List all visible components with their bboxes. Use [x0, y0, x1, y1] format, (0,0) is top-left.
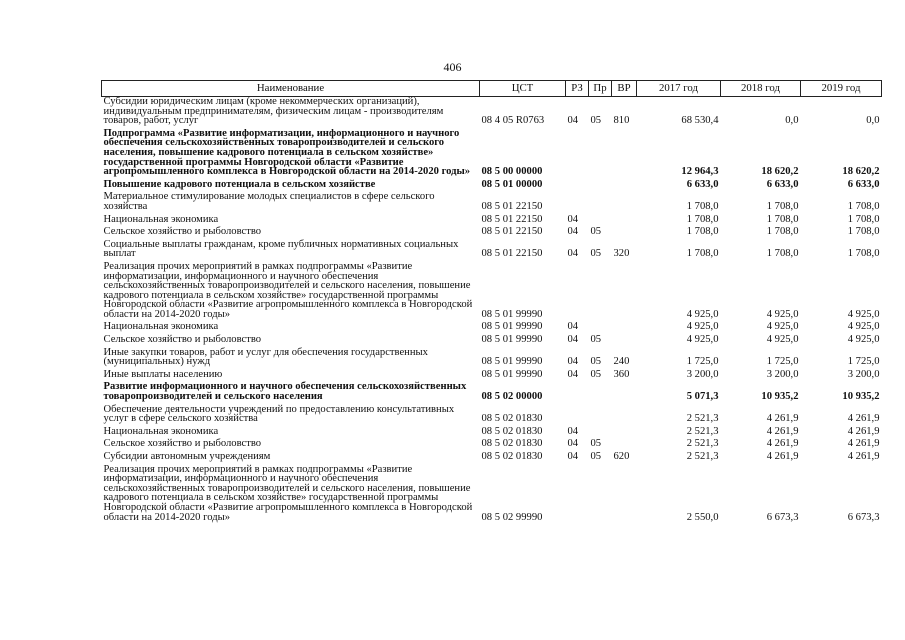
row-vr-code: [612, 212, 637, 225]
row-amount-2019: 1 708,0: [847, 213, 880, 225]
row-amount-2018: 1 708,0: [766, 200, 799, 212]
row-vr-code: [612, 332, 637, 345]
budget-table: [101, 80, 882, 522]
row-vr-code: [612, 189, 637, 211]
row-amount-2017: 2 521,3: [686, 451, 719, 462]
row-vr-code: [612, 436, 637, 449]
row-amount-2019: 6 673,3: [847, 511, 880, 523]
row-vr-code: 360: [613, 368, 630, 380]
row-pr-code: 05: [590, 438, 602, 450]
table-row: [102, 436, 882, 449]
row-pr-code: [589, 259, 612, 320]
row-name: Сельское хозяйство и рыболовство: [103, 334, 262, 346]
row-cst-code: 08 5 01 22150: [481, 226, 543, 238]
row-cst-code: 08 5 01 99990: [481, 334, 543, 346]
table-header: [102, 81, 882, 97]
column-header-cst: ЦСТ: [480, 81, 566, 97]
row-pr-code: 05: [590, 226, 602, 238]
row-amount-2017: 68 530,4: [681, 115, 719, 127]
table-row: [102, 224, 882, 237]
row-amount-2017: 1 708,0: [686, 226, 719, 238]
row-pr-code: [589, 177, 612, 190]
table-row: [102, 212, 882, 225]
table-row: [102, 462, 882, 523]
row-amount-2019: 4 925,0: [847, 308, 880, 320]
row-amount-2017: 4 925,0: [686, 321, 719, 333]
row-amount-2019: 6 633,0: [847, 178, 880, 190]
row-name: Обеспечение деятельности учреждений по предоставлению консультативных услуг в сфере сельского хозяйства: [103, 403, 455, 425]
row-cst-code: 08 4 05 R0763: [481, 115, 545, 127]
row-name: Повышение кадрового потенциала в сельском хозяйстве: [103, 178, 376, 190]
row-name: Иные закупки товаров, работ и услуг для обеспечения государственных (муниципальных) нужд: [103, 346, 428, 368]
table-row: [102, 319, 882, 332]
row-rz-code: 04: [567, 321, 579, 333]
row-name: Сельское хозяйство и рыболовство: [103, 438, 262, 450]
row-rz-code: 04: [567, 226, 579, 238]
row-amount-2019: 4 925,0: [847, 321, 880, 333]
row-cst-code: 08 5 00 00000: [481, 166, 543, 178]
row-amount-2017: 1 725,0: [686, 356, 719, 368]
row-amount-2019: 4 261,9: [847, 451, 880, 462]
row-amount-2017: 2 550,0: [686, 511, 719, 523]
row-vr-code: [612, 319, 637, 332]
column-header-rz: РЗ: [566, 81, 589, 97]
row-amount-2019: 1 708,0: [847, 248, 880, 260]
table-body: [102, 97, 882, 523]
row-vr-code: [612, 424, 637, 437]
row-amount-2018: 4 925,0: [766, 308, 799, 320]
row-name: Субсидии автономным учреждениям: [103, 451, 271, 462]
row-amount-2018: 4 261,9: [766, 425, 799, 437]
row-amount-2019: 4 261,9: [847, 413, 880, 425]
row-cst-code: 08 5 02 01830: [481, 413, 543, 425]
row-rz-code: [566, 379, 589, 401]
row-name: Реализация прочих мероприятий в рамках подпрограммы «Развитие информатизации, информационного и научного обеспечения сельскохозяйственных товаропроизводителей и сельского населения, повышение кадрового потенциала в сельском хозяйстве» государственной программы Новгородской области «Развитие агропромышленного комплекса в Новгородской области на 2014-2020 годы»: [103, 463, 473, 523]
row-name: Материальное стимулирование молодых специалистов в сфере сельского хозяйства: [103, 191, 435, 212]
row-amount-2018: 1 725,0: [766, 356, 799, 368]
row-amount-2018: 4 925,0: [766, 334, 799, 346]
row-rz-code: 04: [567, 451, 579, 462]
row-rz-code: [566, 189, 589, 211]
table-row: [102, 449, 882, 462]
row-rz-code: [566, 462, 589, 523]
row-amount-2018: 6 673,3: [766, 511, 799, 523]
row-rz-code: 04: [567, 213, 579, 225]
table-row: [102, 402, 882, 424]
row-amount-2018: 6 633,0: [766, 178, 799, 190]
row-amount-2018: 4 261,9: [766, 413, 799, 425]
row-amount-2019: 18 620,2: [842, 166, 880, 178]
row-cst-code: 08 5 01 22150: [481, 200, 543, 212]
row-rz-code: 04: [567, 334, 579, 346]
row-rz-code: 04: [567, 438, 579, 450]
row-amount-2019: 1 708,0: [847, 226, 880, 238]
row-cst-code: 08 5 01 22150: [481, 213, 543, 225]
row-amount-2019: 4 925,0: [847, 334, 880, 346]
row-name: Субсидии юридическим лицам (кроме некоммерческих организаций), индивидуальным предпринимателям, физическим лицам - производителям товаров, работ, услуг: [103, 96, 444, 127]
table-row: [102, 189, 882, 211]
row-amount-2017: 2 521,3: [686, 425, 719, 437]
row-pr-code: [589, 462, 612, 523]
row-vr-code: [612, 379, 637, 401]
row-rz-code: [566, 402, 589, 424]
row-pr-code: 05: [590, 115, 602, 127]
table-row: [102, 367, 882, 380]
row-amount-2017: 1 708,0: [686, 200, 719, 212]
row-pr-code: 05: [590, 248, 602, 260]
table-row: [102, 177, 882, 190]
column-header-name: Наименование: [102, 81, 480, 97]
row-rz-code: 04: [567, 425, 579, 437]
row-amount-2017: 5 071,3: [686, 391, 719, 403]
row-rz-code: [566, 259, 589, 320]
row-amount-2019: 1 725,0: [847, 356, 880, 368]
row-amount-2018: 4 925,0: [766, 321, 799, 333]
row-pr-code: [589, 126, 612, 177]
row-name: Сельское хозяйство и рыболовство: [103, 226, 262, 238]
row-pr-code: [589, 402, 612, 424]
row-amount-2018: 4 261,9: [766, 438, 799, 450]
row-amount-2018: 1 708,0: [766, 213, 799, 225]
row-name: Национальная экономика: [103, 321, 219, 333]
row-cst-code: 08 5 02 01830: [481, 451, 543, 462]
column-header-2019: 2019 год: [801, 81, 882, 97]
row-pr-code: 05: [590, 451, 602, 462]
row-amount-2018: 3 200,0: [766, 368, 799, 380]
table-row: [102, 126, 882, 177]
row-name: Социальные выплаты гражданам, кроме публичных нормативных социальных выплат: [103, 238, 459, 260]
row-cst-code: 08 5 01 99990: [481, 356, 543, 368]
row-cst-code: 08 5 01 22150: [481, 248, 543, 260]
table-row: [102, 332, 882, 345]
row-pr-code: [589, 212, 612, 225]
row-pr-code: 05: [590, 334, 602, 346]
row-amount-2019: 4 261,9: [847, 438, 880, 450]
row-pr-code: [589, 319, 612, 332]
row-pr-code: [589, 379, 612, 401]
row-amount-2017: 1 708,0: [686, 213, 719, 225]
row-name: Подпрограмма «Развитие информатизации, информационного и научного обеспечения сельскохозяйственных товаропроизводителей и сельского населения, повышение кадрового потенциала в сельском хозяйстве» государственной программы Новгородской области «Развитие агропромышленного комплекса в Новгородской области на 2014-2020 годы»: [103, 127, 471, 178]
row-vr-code: [612, 402, 637, 424]
row-name: Национальная экономика: [103, 425, 219, 437]
row-rz-code: [566, 177, 589, 190]
table-row: [102, 345, 882, 367]
row-amount-2019: 1 708,0: [847, 200, 880, 212]
row-name: Реализация прочих мероприятий в рамках подпрограммы «Развитие информатизации, информационного и научного обеспечения сельскохозяйственных товаропроизводителей и сельского населения, повышение кадрового потенциала в сельском хозяйстве» государственной программы Новгородской области «Развитие агропромышленного комплекса в Новгородской области на 2014-2020 годы»: [103, 260, 473, 320]
row-vr-code: 240: [613, 356, 630, 368]
row-amount-2018: 10 935,2: [761, 391, 799, 403]
row-pr-code: [589, 189, 612, 211]
row-cst-code: 08 5 02 01830: [481, 438, 543, 450]
row-cst-code: 08 5 02 01830: [481, 425, 543, 437]
row-amount-2019: 0,0: [866, 115, 880, 127]
row-cst-code: 08 5 01 99990: [481, 368, 543, 380]
row-amount-2019: 4 261,9: [847, 425, 880, 437]
row-rz-code: 04: [567, 356, 579, 368]
row-rz-code: 04: [567, 115, 579, 127]
row-vr-code: 320: [613, 248, 630, 260]
row-pr-code: 05: [590, 368, 602, 380]
row-name: Развитие информационного и научного обеспечения сельскохозяйственных товаропроизводителей и сельского населения: [103, 381, 467, 403]
row-rz-code: 04: [567, 368, 579, 380]
row-pr-code: [589, 424, 612, 437]
row-amount-2017: 4 925,0: [686, 334, 719, 346]
row-amount-2017: 6 633,0: [686, 178, 719, 190]
column-header-vr: ВР: [612, 81, 637, 97]
row-vr-code: 810: [613, 115, 630, 127]
row-amount-2018: 0,0: [785, 115, 799, 127]
row-vr-code: [612, 462, 637, 523]
page-number: 406: [443, 60, 462, 74]
row-cst-code: 08 5 02 99990: [481, 511, 543, 523]
table-row: [102, 237, 882, 259]
row-cst-code: 08 5 01 99990: [481, 308, 543, 320]
row-rz-code: [566, 126, 589, 177]
row-amount-2017: 12 964,3: [681, 166, 719, 178]
row-vr-code: [612, 259, 637, 320]
row-amount-2018: 1 708,0: [766, 226, 799, 238]
column-header-pr: Пр: [589, 81, 612, 97]
column-header-2017: 2017 год: [637, 81, 721, 97]
row-pr-code: 05: [590, 356, 602, 368]
row-amount-2019: 10 935,2: [842, 391, 880, 403]
table-row: [102, 259, 882, 320]
row-name: Национальная экономика: [103, 213, 219, 225]
row-name: Иные выплаты населению: [103, 368, 223, 380]
column-header-2018: 2018 год: [721, 81, 801, 97]
row-cst-code: 08 5 01 99990: [481, 321, 543, 333]
row-vr-code: [612, 177, 637, 190]
row-cst-code: 08 5 01 00000: [481, 178, 543, 190]
row-rz-code: 04: [567, 248, 579, 260]
row-amount-2017: 1 708,0: [686, 248, 719, 260]
row-amount-2018: 4 261,9: [766, 451, 799, 462]
row-amount-2017: 2 521,3: [686, 438, 719, 450]
table-row: [102, 424, 882, 437]
row-amount-2019: 3 200,0: [847, 368, 880, 380]
row-amount-2017: 3 200,0: [686, 368, 719, 380]
row-vr-code: [612, 126, 637, 177]
row-vr-code: [612, 224, 637, 237]
table-row: [102, 97, 882, 126]
row-amount-2018: 18 620,2: [761, 166, 799, 178]
table-row: [102, 379, 882, 401]
row-vr-code: 620: [613, 451, 630, 462]
row-amount-2017: 4 925,0: [686, 308, 719, 320]
row-cst-code: 08 5 02 00000: [481, 391, 543, 403]
row-amount-2017: 2 521,3: [686, 413, 719, 425]
row-amount-2018: 1 708,0: [766, 248, 799, 260]
